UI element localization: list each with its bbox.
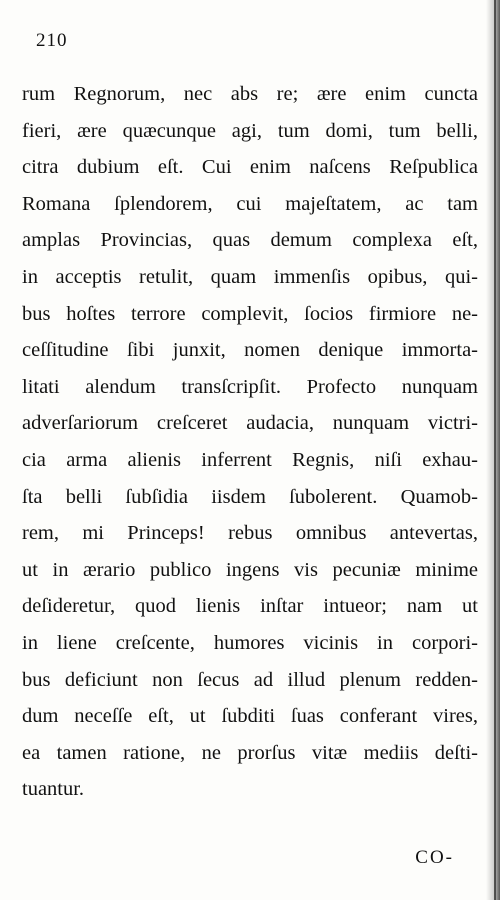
catchword: CO- — [415, 847, 454, 868]
text-line: rem, mi Princeps! rebus omnibus antevertas, — [22, 522, 478, 545]
text-line: in liene creſcente, humores vicinis in corpori- — [22, 631, 478, 654]
body-text — [22, 76, 478, 808]
text-line: bus hoſtes terrore complevit, ſocios firmiore ne- — [22, 302, 478, 325]
text-line: ea tamen ratione, ne prorſus vitæ mediis deſti- — [22, 741, 478, 764]
page-number: 210 — [36, 30, 68, 51]
text-line: bus deficiunt non ſecus ad illud plenum redden- — [22, 668, 478, 691]
text-line: citra dubium eſt. Cui enim naſcens Reſpublica — [22, 156, 478, 179]
text-line: cia arma alienis inferrent Regnis, niſi exhau- — [22, 448, 478, 471]
page-edge-line — [494, 0, 496, 900]
text-line: in acceptis retulit, quam immenſis opibus, qui- — [22, 265, 478, 288]
text-line: ut in ærario publico ingens vis pecuniæ minime — [22, 558, 478, 581]
text-line: amplas Provincias, quas demum complexa eſt, — [22, 229, 478, 252]
text-line: adverſariorum creſceret audacia, nunquam victri- — [22, 412, 478, 435]
text-line: fieri, ære quæcunque agi, tum domi, tum belli, — [22, 119, 478, 142]
text-line: litati alendum transſcripſit. Profecto nunquam — [22, 375, 478, 398]
text-line: dum neceſſe eſt, ut ſubditi ſuas conferant vires, — [22, 705, 478, 728]
text-line: ſta belli ſubſidia iisdem ſubolerent. Quamob- — [22, 485, 478, 508]
text-line: rum Regnorum, nec abs re; ære enim cuncta — [22, 83, 478, 105]
page-edge-shadow — [486, 0, 500, 900]
text-line: deſideretur, quod lienis inſtar intueor; nam ut — [22, 595, 478, 618]
text-line: Romana ſplendorem, cui majeſtatem, ac tam — [22, 192, 478, 215]
text-line: tuantur. — [22, 778, 85, 801]
text-line: ceſſitudine ſibi junxit, nomen denique immorta- — [22, 339, 478, 362]
